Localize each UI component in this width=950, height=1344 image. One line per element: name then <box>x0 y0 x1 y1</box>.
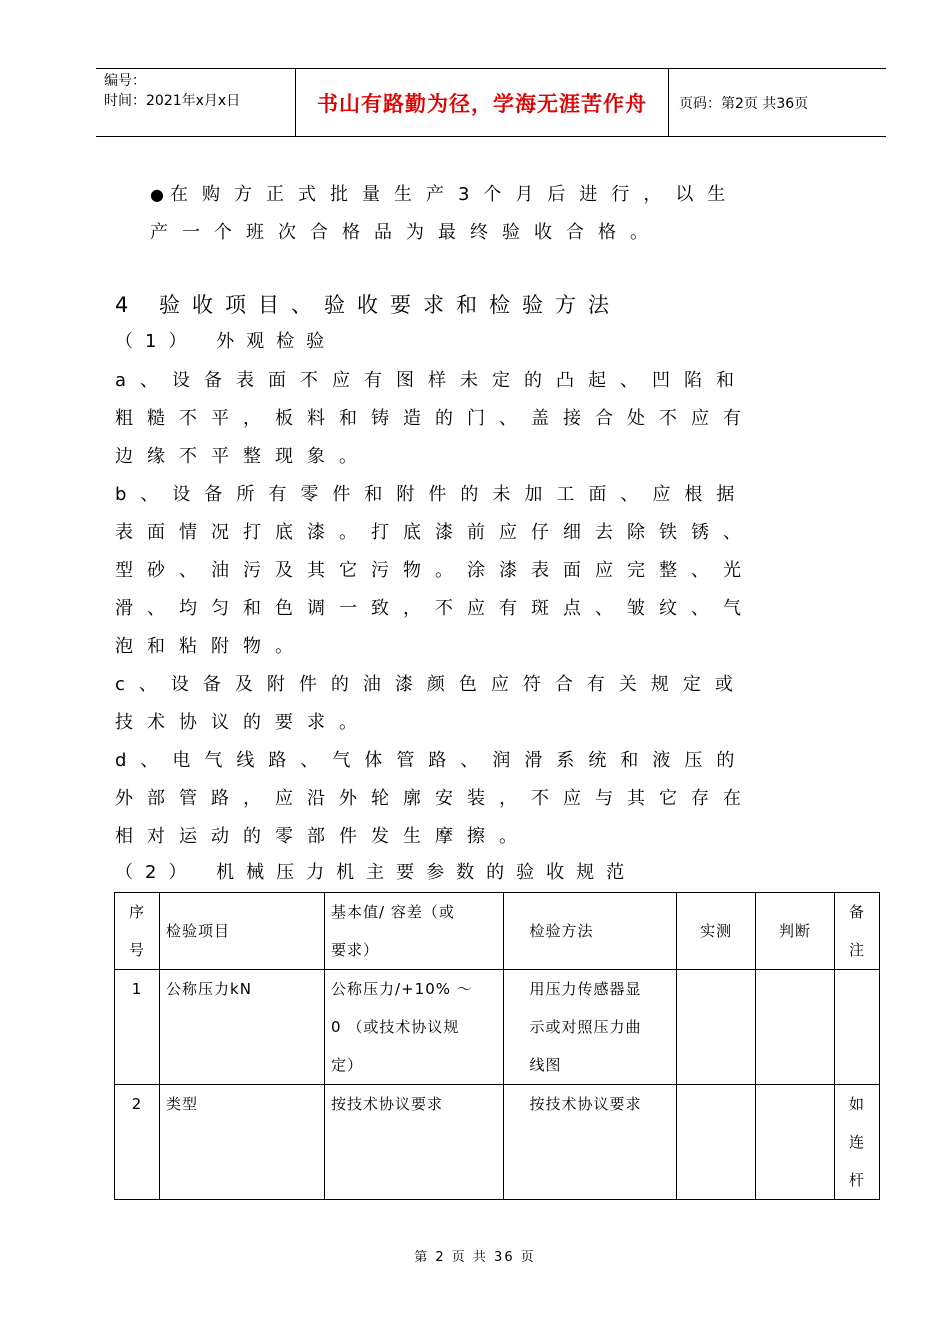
paragraph-line: a、设备表面不应有图样未定的凸起、凹陷和 <box>115 370 749 391</box>
header-num-line: 序 <box>129 903 146 921</box>
cell-line: 用压力传感器显 <box>529 980 642 998</box>
time-label: 时间：2021年x月x日 <box>104 93 241 109</box>
header-motto: 书山有路勤为径，学海无涯苦作舟 <box>296 69 669 136</box>
paragraph-line: d、电气线路、气体管路、润滑系统和液压的 <box>115 750 749 771</box>
paragraph-line: 相对运动的零部件发生摩擦。 <box>115 826 531 847</box>
cell-line: 按技术协议要求 <box>529 1095 642 1113</box>
paragraph-d <box>115 742 855 856</box>
paragraph-line: c、设备及附件的油漆颜色应符合有关规定或 <box>115 674 747 695</box>
header-value <box>325 893 504 970</box>
header-note-line: 备 <box>848 903 865 921</box>
cell-item: 类型 <box>160 1085 325 1200</box>
bullet-paragraph <box>150 176 855 252</box>
paragraph-b <box>115 476 855 666</box>
bullet-line: 在购方正式批量生产3个月后进行，以生 <box>169 184 740 205</box>
cell-line: 0 （或技术协议规 <box>331 1018 460 1036</box>
page-header <box>96 68 886 137</box>
cell-line: 杆 <box>848 1171 865 1189</box>
table-row <box>115 970 880 1085</box>
header-num-line: 号 <box>129 941 146 959</box>
bullet-dot-icon: ● <box>150 185 164 204</box>
bullet-line: 产一个班次合格品为最终验收合格。 <box>150 222 662 243</box>
paragraph-line: b、设备所有零件和附件的未加工面、应根据 <box>115 484 749 505</box>
header-item: 检验项目 <box>160 893 325 970</box>
cell-line: 按技术协议要求 <box>331 1095 444 1113</box>
cell-num: 1 <box>115 970 160 1085</box>
paragraph-line: 粗糙不平，板料和铸造的门、盖接合处不应有 <box>115 408 755 429</box>
section-heading: 4 验收项目、验收要求和检验方法 <box>115 293 622 317</box>
cell-value <box>325 1085 504 1200</box>
header-num <box>115 893 160 970</box>
parameter-table <box>114 892 880 1200</box>
paragraph-line: 边缘不平整现象。 <box>115 446 371 467</box>
cell-line: 示或对照压力曲 <box>529 1018 642 1036</box>
subsection-heading-1: （1） 外观检验 <box>115 331 337 352</box>
cell-item: 公称压力kN <box>160 970 325 1085</box>
header-page-label: 页码：第2页 共36页 <box>679 95 809 112</box>
cell-method <box>503 970 677 1085</box>
paragraph-line: 技术协议的要求。 <box>115 712 371 733</box>
cell-note <box>834 1085 879 1200</box>
cell-num: 2 <box>115 1085 160 1200</box>
header-note-line: 注 <box>848 941 865 959</box>
paragraph-line: 滑、均匀和色调一致，不应有斑点、皱纹、气 <box>115 598 755 619</box>
paragraph-line: 表面情况打底漆。打底漆前应仔细去除铁锈、 <box>115 522 755 543</box>
paragraph-c <box>115 666 855 742</box>
paragraph-line: 外部管路，应沿外轮廓安装，不应与其它存在 <box>115 788 755 809</box>
cell-line: 线图 <box>529 1056 562 1074</box>
number-label: 编号： <box>104 73 146 89</box>
paragraph-line: 型砂、油污及其它污物。涂漆表面应完整、光 <box>115 560 755 581</box>
page-footer: 第 2 页 共 36 页 <box>414 1250 536 1265</box>
cell-note <box>834 970 879 1085</box>
header-measured: 实测 <box>677 893 756 970</box>
cell-judgement <box>756 970 835 1085</box>
subsection-heading-2: （2） 机械压力机主要参数的验收规范 <box>115 862 637 883</box>
cell-line: 定） <box>331 1056 364 1074</box>
header-meta <box>96 69 296 136</box>
paragraph-a <box>115 362 855 476</box>
cell-judgement <box>756 1085 835 1200</box>
table-row <box>115 1085 880 1200</box>
cell-measured <box>677 1085 756 1200</box>
cell-value <box>325 970 504 1085</box>
cell-method <box>503 1085 677 1200</box>
table-header-row <box>115 893 880 970</box>
cell-line: 公称压力/+10% ～ <box>331 980 473 998</box>
cell-measured <box>677 970 756 1085</box>
header-value-line: 基本值/ 容差（或 <box>331 903 455 921</box>
header-note <box>834 893 879 970</box>
header-value-line: 要求） <box>331 941 380 959</box>
cell-line: 连 <box>848 1133 865 1151</box>
cell-line: 如 <box>848 1095 865 1113</box>
header-judgement: 判断 <box>756 893 835 970</box>
header-method: 检验方法 <box>503 893 677 970</box>
paragraph-line: 泡和粘附物。 <box>115 636 307 657</box>
